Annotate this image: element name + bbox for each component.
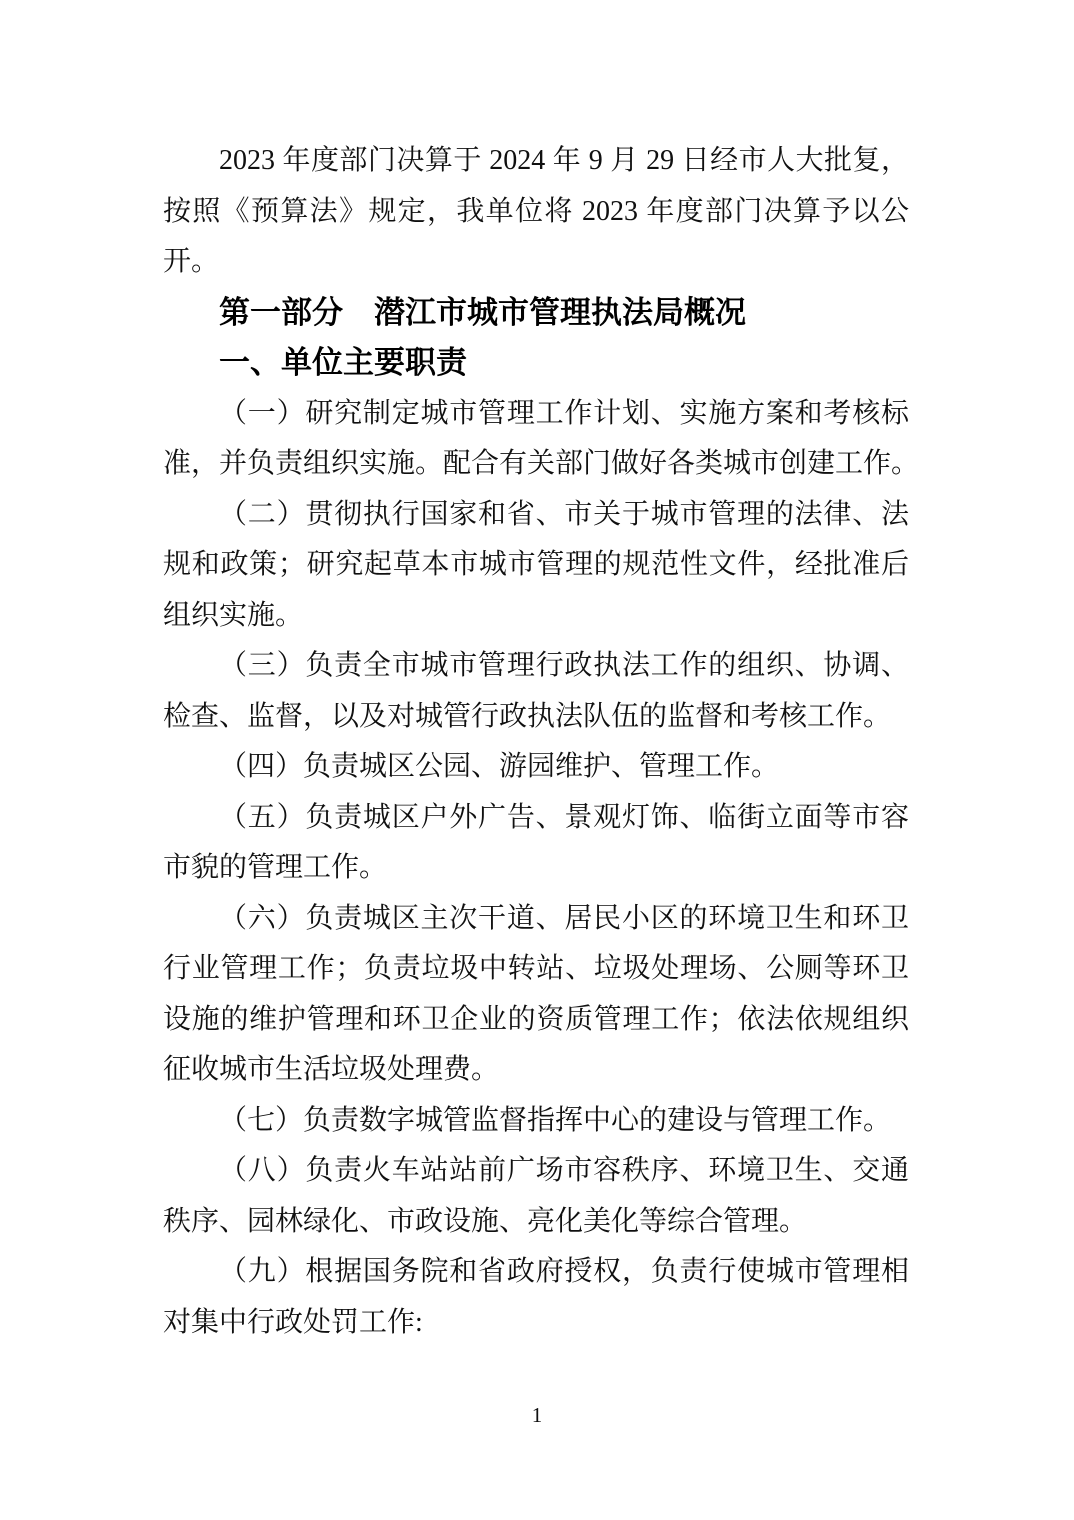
page-footer [0,1403,1074,1428]
heading2-line: 一、单位主要职责 [219,345,467,380]
paragraph-line: 2023 年度部门决算于 2024 年 9 月 29 日经市人大批复， [219,145,909,176]
paragraph-line: （四）负责城区公园、游园维护、管理工作。 [219,751,780,782]
duty-item-8 [163,1146,909,1247]
intro-paragraph [163,136,909,288]
page-number: 1 [531,1403,543,1427]
section-one-heading [163,338,909,389]
paragraph-line: 检查、监督，以及对城管行政执法队伍的监督和考核工作。 [163,700,892,732]
paragraph-line: （六）负责城区主次干道、居民小区的环境卫生和环卫 [219,902,909,934]
paragraph-line: 征收城市生活垃圾处理费。 [163,1054,500,1085]
paragraph-line: 按照《预算法》规定，我单位将 2023 年度部门决算予以公 [163,195,909,227]
duty-item-6 [163,894,909,1096]
duty-item-9 [163,1247,909,1348]
paragraph-line: 市貌的管理工作。 [163,852,388,883]
heading1-line: 第一部分 潜江市城市管理执法局概况 [219,294,746,330]
duty-item-7 [163,1096,909,1147]
paragraph-line: （五）负责城区户外广告、景观灯饰、临街立面等市容 [219,801,909,833]
duty-item-1 [163,389,920,490]
paragraph-line: 对集中行政处罚工作: [163,1306,423,1338]
paragraph-line: （九）根据国务院和省政府授权，负责行使城市管理相 [219,1256,909,1287]
paragraph-line: （三）负责全市城市管理行政执法工作的组织、协调、 [219,650,909,681]
duty-item-2 [163,490,909,642]
paragraph-line: 规和政策；研究起草本市城市管理的规范性文件，经批准后 [163,549,909,580]
paragraph-line: （二）贯彻执行国家和省、市关于城市管理的法律、法 [219,498,909,530]
paragraph-line: 秩序、园林绿化、市政设施、亮化美化等综合管理。 [163,1205,808,1237]
duty-item-5 [163,793,909,894]
duty-item-3 [163,641,909,742]
part-one-heading [163,288,909,339]
paragraph-line: （八）负责火车站站前广场市容秩序、环境卫生、交通 [219,1155,909,1186]
paragraph-line: （一）研究制定城市管理工作计划、实施方案和考核标 [219,397,909,429]
paragraph-line: 组织实施。 [163,599,304,631]
document-body [163,136,920,1348]
paragraph-line: 准，并负责组织实施。配合有关部门做好各类城市创建工作。 [163,448,920,479]
paragraph-line: 设施的维护管理和环卫企业的资质管理工作；依法依规组织 [163,1003,909,1035]
paragraph-line: 行业管理工作；负责垃圾中转站、垃圾处理场、公厕等环卫 [163,953,909,984]
paragraph-line: 开。 [163,246,220,277]
paragraph-line: （七）负责数字城管监督指挥中心的建设与管理工作。 [219,1104,892,1136]
duty-item-4 [163,742,909,793]
